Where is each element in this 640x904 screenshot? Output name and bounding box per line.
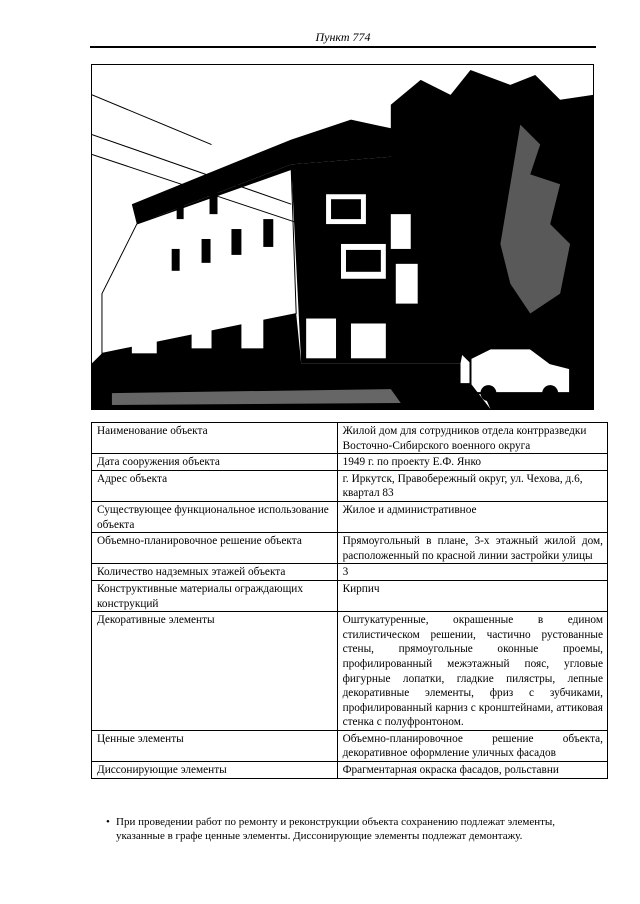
row-value: 1949 г. по проекту Е.Ф. Янко — [337, 454, 607, 471]
bullet-icon: • — [106, 816, 110, 828]
table-row — [92, 612, 608, 731]
row-key: Конструктивные материалы ограждающих конструкций — [92, 580, 338, 611]
row-value: Жилой дом для сотрудников отдела контрразведки Восточно-Сибирского военного округа — [337, 423, 607, 454]
row-key: Существующее функциональное использование объекта — [92, 501, 338, 532]
building-photo — [91, 64, 594, 410]
row-key: Объемно-планировочное решение объекта — [92, 533, 338, 564]
row-value: Прямоугольный в плане, 3-х этажный жилой дом, расположенный по красной линии застройки улицы — [337, 533, 607, 564]
preservation-note — [106, 815, 586, 843]
row-value: Объемно-планировочное решение объекта, декоративное оформление уличных фасадов — [337, 730, 607, 761]
table-row — [92, 730, 608, 761]
row-value: Фрагментарная окраска фасадов, рольставни — [337, 762, 607, 779]
row-value: Кирпич — [337, 580, 607, 611]
row-key: Дата сооружения объекта — [92, 454, 338, 471]
row-value: 3 — [337, 564, 607, 581]
row-value: г. Иркутск, Правобережный округ, ул. Чехова, д.6, квартал 83 — [337, 470, 607, 501]
row-key: Декоративные элементы — [92, 612, 338, 731]
note-text: При проведении работ по ремонту и реконструкции объекта сохранению подлежат элементы, указанные в графе ценные элементы. Диссонирующие элементы подлежат демонтажу. — [116, 816, 556, 842]
building-photo-image — [92, 65, 593, 409]
table-row — [92, 580, 608, 611]
object-info-table — [91, 422, 608, 779]
table-row — [92, 762, 608, 779]
table-row — [92, 564, 608, 581]
row-value: Оштукатуренные, окрашенные в едином стилистическом решении, частично рустованные стены, прямоугольные оконные проемы, профилированный межэтажный пояс, угловые фигурные лопатки, гладкие пилястры, лепные декоративные элементы, фриз с зубчиками, профилированный карниз с кронштейнами, аттиковая стенка с полуфронтоном. — [337, 612, 607, 731]
row-key: Адрес объекта — [92, 470, 338, 501]
row-value: Жилое и административное — [337, 501, 607, 532]
row-key: Диссонирующие элементы — [92, 762, 338, 779]
row-key: Наименование объекта — [92, 423, 338, 454]
table-row — [92, 470, 608, 501]
row-key: Ценные элементы — [92, 730, 338, 761]
table-row — [92, 501, 608, 532]
table-row — [92, 533, 608, 564]
table-row — [92, 454, 608, 471]
table-row — [92, 423, 608, 454]
row-key: Количество надземных этажей объекта — [92, 564, 338, 581]
header-rule — [90, 46, 596, 48]
page-header: Пункт 774 — [315, 30, 371, 44]
